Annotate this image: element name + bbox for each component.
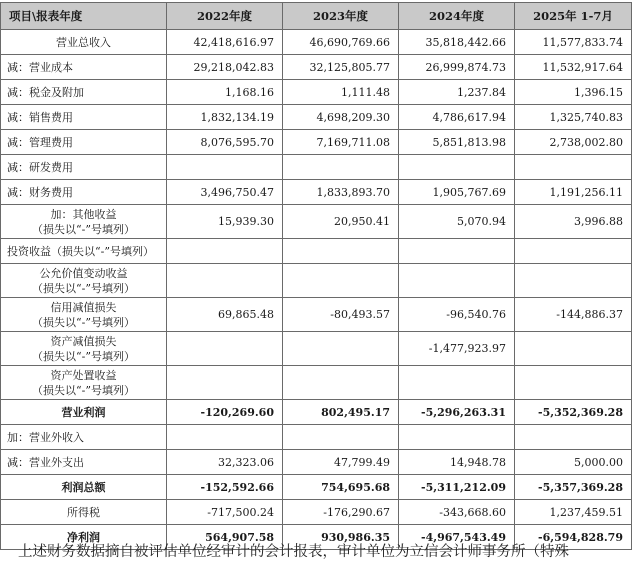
cell-2024: -5,296,263.31: [399, 400, 515, 425]
cell-2024: 1,237.84: [399, 80, 515, 105]
table-row: [1, 55, 632, 80]
cell-2025: -144,886.37: [515, 298, 632, 332]
table-row: [1, 332, 632, 366]
cell-2024: [399, 264, 515, 298]
cell-2024: 4,786,617.94: [399, 105, 515, 130]
cell-2023: [283, 239, 399, 264]
cell-2024: 5,851,813.98: [399, 130, 515, 155]
row-label: 营业总收入: [1, 30, 167, 55]
table-row: [1, 205, 632, 239]
cell-2025: -5,357,369.28: [515, 475, 632, 500]
row-label: 减：研发费用: [1, 155, 167, 180]
header-2022: 2022年度: [167, 3, 283, 30]
table-row: [1, 239, 632, 264]
cell-2023: 754,695.68: [283, 475, 399, 500]
cell-2023: 1,111.48: [283, 80, 399, 105]
cell-2022: 32,323.06: [167, 450, 283, 475]
row-label-line2: （损失以“-”号填列）: [32, 315, 135, 329]
row-label-line2: （损失以“-”号填列）: [32, 281, 135, 295]
row-label: [1, 298, 167, 332]
cell-2023: 802,495.17: [283, 400, 399, 425]
cell-2023: 47,799.49: [283, 450, 399, 475]
row-label: 减：管理费用: [1, 130, 167, 155]
cell-2025: 1,396.15: [515, 80, 632, 105]
cell-2024: -343,668.60: [399, 500, 515, 525]
table-row: [1, 400, 632, 425]
header-2024: 2024年度: [399, 3, 515, 30]
footer-text: 上述财务数据摘自被评估单位经审计的会计报表，审计单位为立信会计师事务所（特殊: [18, 544, 569, 560]
row-label-line2: （损失以“-”号填列）: [32, 222, 135, 236]
cell-2025: -6,594,828.79: [515, 525, 632, 550]
cell-2022: [167, 332, 283, 366]
cell-2022: 8,076,595.70: [167, 130, 283, 155]
cell-2022: [167, 366, 283, 400]
cell-2025: [515, 366, 632, 400]
table-row: [1, 425, 632, 450]
row-label: 营业利润: [1, 400, 167, 425]
header-item: 项目\报表年度: [1, 3, 167, 30]
row-label: [1, 366, 167, 400]
table-row: [1, 298, 632, 332]
cell-2022: -152,592.66: [167, 475, 283, 500]
cell-2023: -80,493.57: [283, 298, 399, 332]
row-label: 减：营业成本: [1, 55, 167, 80]
cell-2025: 11,532,917.64: [515, 55, 632, 80]
cell-2022: -717,500.24: [167, 500, 283, 525]
row-label-line2: （损失以“-”号填列）: [32, 349, 135, 363]
cell-2023: 20,950.41: [283, 205, 399, 239]
cell-2024: -1,477,923.97: [399, 332, 515, 366]
cell-2022: 1,832,134.19: [167, 105, 283, 130]
row-label: 所得税: [1, 500, 167, 525]
table-row: [1, 366, 632, 400]
cell-2022: 42,418,616.97: [167, 30, 283, 55]
cell-2025: -5,352,369.28: [515, 400, 632, 425]
row-label: 减：销售费用: [1, 105, 167, 130]
row-label: 减：营业外支出: [1, 450, 167, 475]
cell-2023: -176,290.67: [283, 500, 399, 525]
cell-2022: 1,168.16: [167, 80, 283, 105]
row-label: [1, 332, 167, 366]
table-row: [1, 80, 632, 105]
cell-2023: 46,690,769.66: [283, 30, 399, 55]
cell-2023: 32,125,805.77: [283, 55, 399, 80]
cell-2023: [283, 425, 399, 450]
cell-2024: -96,540.76: [399, 298, 515, 332]
cell-2022: 29,218,042.83: [167, 55, 283, 80]
cell-2025: 11,577,833.74: [515, 30, 632, 55]
cell-2022: [167, 155, 283, 180]
cell-2025: 1,325,740.83: [515, 105, 632, 130]
cell-2023: [283, 264, 399, 298]
cell-2022: 15,939.30: [167, 205, 283, 239]
row-label: 利润总额: [1, 475, 167, 500]
cell-2025: 1,191,256.11: [515, 180, 632, 205]
cell-2025: 1,237,459.51: [515, 500, 632, 525]
cell-2024: 1,905,767.69: [399, 180, 515, 205]
cell-2025: [515, 155, 632, 180]
cell-2025: 2,738,002.80: [515, 130, 632, 155]
cell-2025: [515, 264, 632, 298]
cell-2024: [399, 366, 515, 400]
table-row: [1, 180, 632, 205]
row-label: 减：税金及附加: [1, 80, 167, 105]
row-label: [1, 264, 167, 298]
row-label: 减：财务费用: [1, 180, 167, 205]
cell-2025: [515, 425, 632, 450]
cell-2025: 3,996.88: [515, 205, 632, 239]
cell-2024: 35,818,442.66: [399, 30, 515, 55]
cell-2024: 14,948.78: [399, 450, 515, 475]
cell-2022: 564,907.58: [167, 525, 283, 550]
cell-2023: [283, 366, 399, 400]
table-row: [1, 155, 632, 180]
row-label-line2: （损失以“-”号填列）: [32, 383, 135, 397]
row-label: 净利润: [1, 525, 167, 550]
cell-2024: [399, 239, 515, 264]
row-label: 投资收益（损失以“-”号填列）: [1, 239, 167, 264]
cell-2024: 26,999,874.73: [399, 55, 515, 80]
row-label-line1: 公允价值变动收益: [39, 266, 128, 280]
cell-2024: 5,070.94: [399, 205, 515, 239]
row-label-line1: 加：其他收益: [50, 207, 117, 221]
income-statement-table: [0, 2, 632, 550]
table-header-row: [1, 3, 632, 30]
cell-2025: [515, 239, 632, 264]
row-label-line1: 资产减值损失: [50, 334, 117, 348]
table-row: [1, 450, 632, 475]
cell-2022: [167, 425, 283, 450]
cell-2023: 7,169,711.08: [283, 130, 399, 155]
cell-2025: 5,000.00: [515, 450, 632, 475]
cell-2024: -5,311,212.09: [399, 475, 515, 500]
table-row: [1, 130, 632, 155]
table-row: [1, 105, 632, 130]
cell-2025: [515, 332, 632, 366]
cell-2023: 1,833,893.70: [283, 180, 399, 205]
table-row: [1, 30, 632, 55]
row-label-line1: 资产处置收益: [50, 368, 117, 382]
cell-2024: [399, 155, 515, 180]
row-label: [1, 205, 167, 239]
cell-2022: 69,865.48: [167, 298, 283, 332]
row-label: 加：营业外收入: [1, 425, 167, 450]
cell-2022: [167, 239, 283, 264]
cell-2023: [283, 155, 399, 180]
header-2025: 2025年 1-7月: [515, 3, 632, 30]
cell-2023: 4,698,209.30: [283, 105, 399, 130]
cell-2022: [167, 264, 283, 298]
cell-2023: 930,986.35: [283, 525, 399, 550]
cell-2024: -4,967,543.49: [399, 525, 515, 550]
header-2023: 2023年度: [283, 3, 399, 30]
table-row: [1, 475, 632, 500]
cell-2023: [283, 332, 399, 366]
table-row: [1, 264, 632, 298]
cell-2022: -120,269.60: [167, 400, 283, 425]
row-label-line1: 信用减值损失: [50, 300, 117, 314]
table-row: [1, 500, 632, 525]
cell-2024: [399, 425, 515, 450]
cell-2022: 3,496,750.47: [167, 180, 283, 205]
